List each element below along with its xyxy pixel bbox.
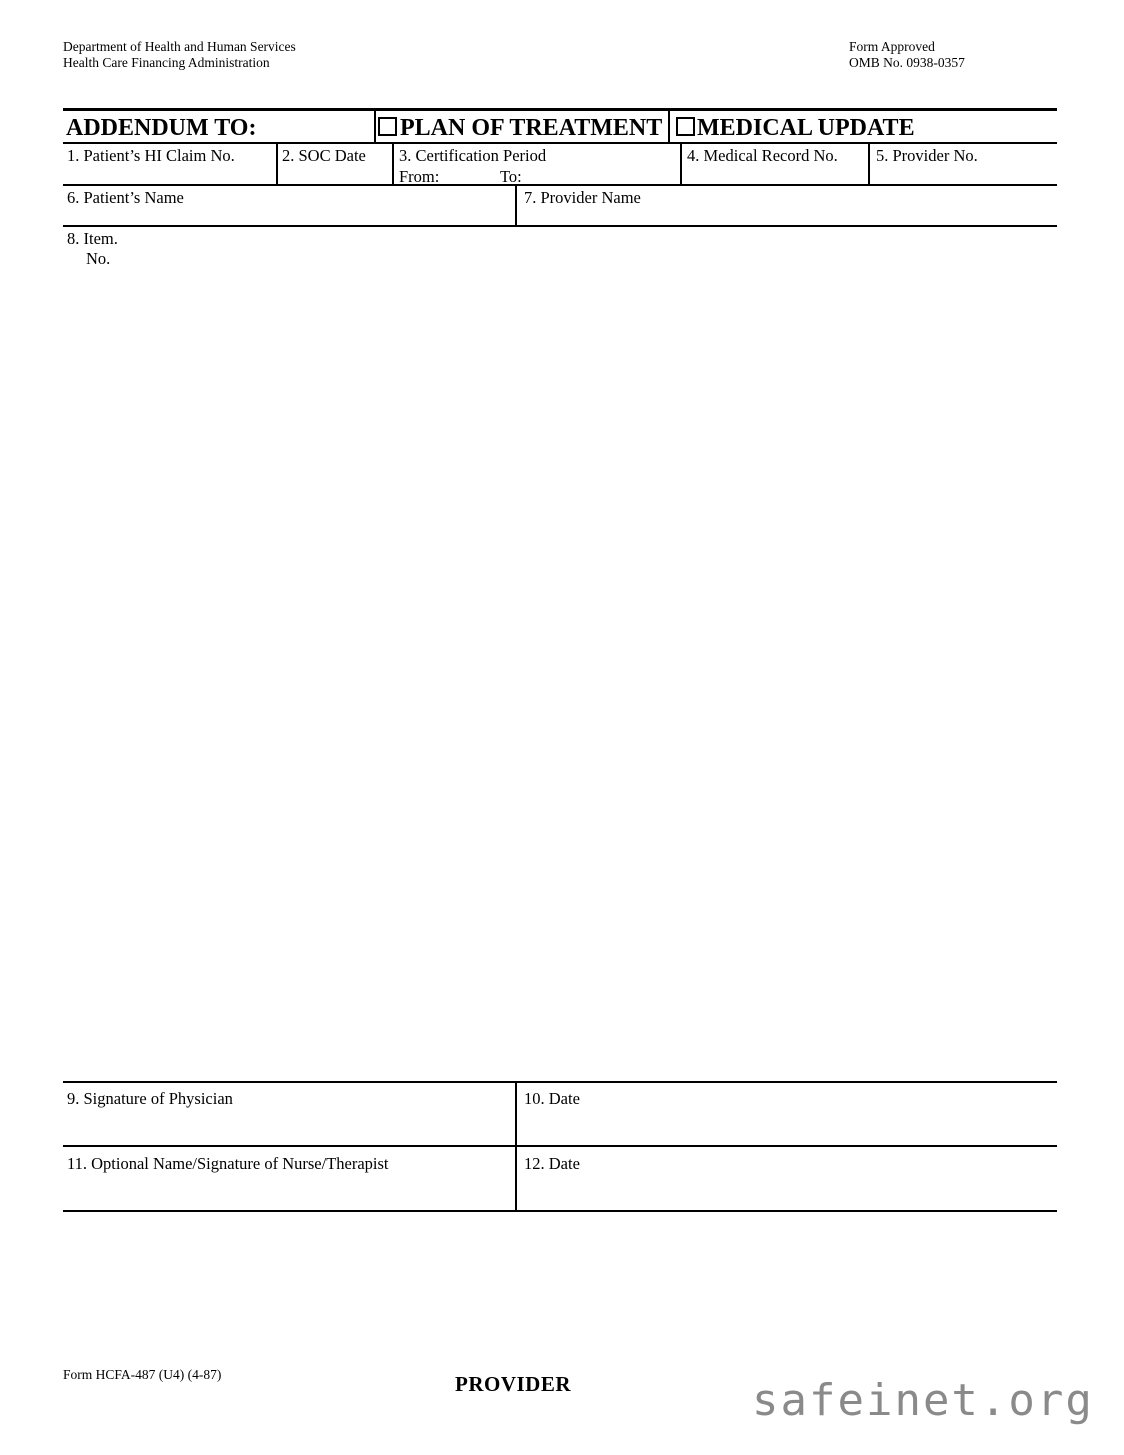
omb-number: OMB No. 0938-0357 <box>849 55 965 70</box>
medical-update-checkbox[interactable] <box>676 117 695 136</box>
provider-footer-label: PROVIDER <box>455 1372 572 1396</box>
vrule-row1-1 <box>276 142 278 184</box>
vrule-signature <box>515 1081 517 1210</box>
signature-of-physician-input[interactable] <box>67 1110 507 1142</box>
field-patient-hi-claim-no-label: 1. Patient’s HI Claim No. <box>67 146 235 165</box>
rule-signature-bottom <box>63 1210 1057 1212</box>
form-approved-label: Form Approved <box>849 39 935 54</box>
field-certification-to-label: To: <box>500 167 522 186</box>
item-entry-area[interactable] <box>63 268 1057 1078</box>
rule-signature-mid <box>63 1145 1057 1147</box>
field-item-no-label: 8. Item. <box>67 229 118 248</box>
nurse-therapist-signature-input[interactable] <box>67 1176 507 1208</box>
agency-line-1: Department of Health and Human Services <box>63 39 296 54</box>
form-number-label: Form HCFA-487 (U4) (4-87) <box>63 1367 222 1382</box>
rule-band-bottom <box>63 142 1057 144</box>
agency-header <box>63 39 296 71</box>
field-provider-name-label: 7. Provider Name <box>524 188 641 207</box>
field-medical-record-no-label: 4. Medical Record No. <box>687 146 838 165</box>
medical-update-label: MEDICAL UPDATE <box>697 115 915 141</box>
field-soc-date-label: 2. SOC Date <box>282 146 366 165</box>
field-item-no-label-line2: No. <box>86 249 111 268</box>
agency-line-2: Health Care Financing Administration <box>63 55 270 70</box>
field-nurse-therapist-signature-label: 11. Optional Name/Signature of Nurse/Therapist <box>67 1154 389 1173</box>
field-certification-period-label: 3. Certification Period <box>399 146 547 165</box>
vrule-row2-1 <box>515 184 517 225</box>
rule-band-top <box>63 108 1057 111</box>
plan-of-treatment-checkbox[interactable] <box>378 117 397 136</box>
field-nurse-therapist-date-label: 12. Date <box>524 1154 580 1173</box>
field-patient-name-label: 6. Patient’s Name <box>67 188 184 207</box>
field-physician-date-label: 10. Date <box>524 1089 580 1108</box>
physician-date-input[interactable] <box>524 1110 1049 1142</box>
rule-signature-top <box>63 1081 1057 1083</box>
field-signature-of-physician-label: 9. Signature of Physician <box>67 1089 233 1108</box>
vrule-band-1 <box>374 108 376 142</box>
vrule-row1-4 <box>868 142 870 184</box>
field-provider-no-label: 5. Provider No. <box>876 146 978 165</box>
addendum-to-label: ADDENDUM TO: <box>66 115 257 141</box>
plan-of-treatment-label: PLAN OF TREATMENT <box>400 115 663 141</box>
omb-approval-block <box>849 39 965 71</box>
field-certification-from-label: From: <box>399 167 440 186</box>
rule-row1-bottom <box>63 184 1057 186</box>
rule-row2-bottom <box>63 225 1057 227</box>
vrule-band-2 <box>668 108 670 142</box>
vrule-row1-3 <box>680 142 682 184</box>
nurse-therapist-date-input[interactable] <box>524 1176 1049 1208</box>
watermark-text: safeinet.org <box>752 1375 1094 1426</box>
vrule-row1-2 <box>392 142 394 184</box>
